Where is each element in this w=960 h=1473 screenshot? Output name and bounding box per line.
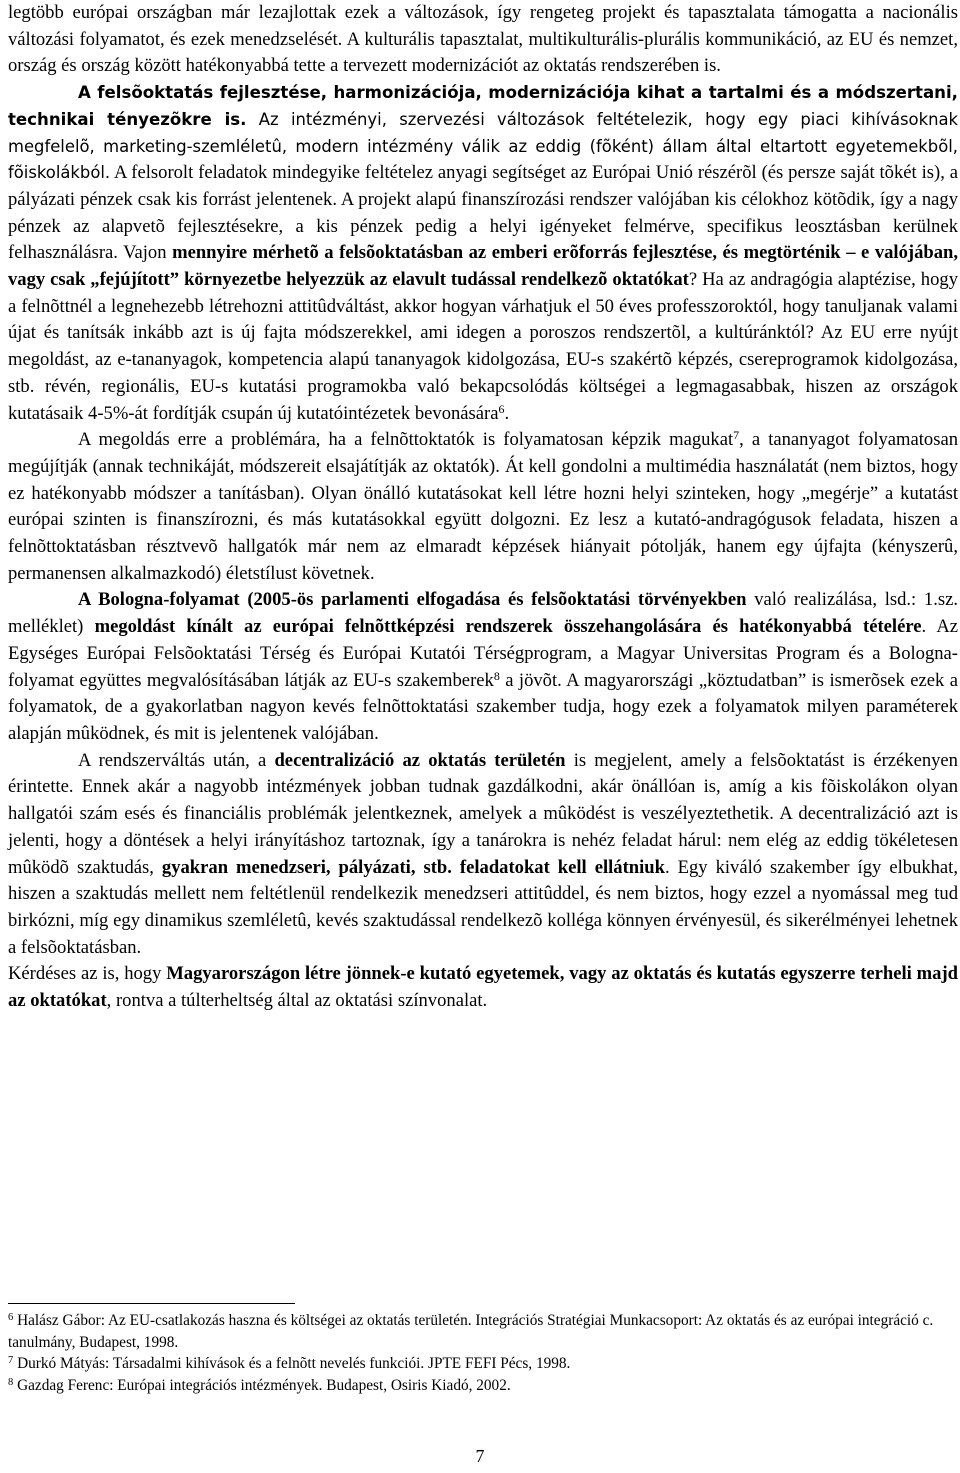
footnote-number: 8 (8, 1376, 14, 1388)
paragraph-5: A rendszerváltás után, a decentralizáció az oktatás területén is megjelent, amely a felsõoktatást is érzékenyen érintette. Ennek akár a nagyobb intézmények jobban tudnak gazdálkodni, akár önállóan is, amíg a kis fõiskolákon olyan hallgatói szám esés és financiális problémák jelentkeznek, amelyek a mûködést is veszélyeztethetik. A decentralizáció azt is jelenti, hogy a döntések a helyi irányításhoz tartoznak, így a tanárokra is nehéz feladat hárul: nem elég az eddig tökéletesen mûködõ szaktudás, gyakran menedzseri, pályázati, stb. feladatokat kell ellátniuk. Egy kiváló szakember így elbukhat, hiszen a szaktudás mellett nem feltétlenül rendelkezik menedzseri attitûddel, és nem biztos, hogy ezzel a nyomással meg tud birkózni, míg egy dinamikus szemléletû, kevés szaktudással rendelkezõ kollégа könnyen érvényesül, és sikerélményei lehetnek a felsõoktatásban. (8, 749, 958, 958)
paragraph-text: ? Ha az andragógia alaptézise, hogy a felnõttnél a legnehezebb létrehozni attitûdváltást, akkor hogyan várhatjuk el 50 éves professzoroktól, hogy tanuljanak valami újat és tanítsák inkább azt is új fajta módszerekkel, ami idegen a poroszos rendszertõl, a kultúránktól? Az EU erre nyújt megoldást, az e-tananyagok, kompetencia alapú tananyagok kidolgozása, EU-s szakértõ képzés, csereprogramok kidolgozása, stb. révén, regionális, EU-s kutatási programokba való bekapcsolódás költségei a legmagasabbak, hiszen az országok kutatásaik 4-5%-át fordítják csupán új kutatóintézetek bevonására (8, 269, 958, 424)
footnote-number: 6 (8, 1312, 14, 1323)
footnote-ref[interactable]: 8 (493, 668, 500, 683)
footnote-6: $^6$ Halász Gábor: Az EU-csatlakozás haszna és költségei az oktatás területén. Integrációs Stratégiai Munkacsoport: Az oktatás és az európai integráció c. tanulmány, Budapest, 1998. (8, 1312, 934, 1351)
footnote-8: $^8$ Gazdag Ferenc: Európai integrációs intézmények. Budapest, Osiris Kiadó, 2002. (8, 1376, 511, 1394)
footnote-ref[interactable]: 6 (498, 401, 505, 416)
paragraph-1: legtöbb európai országban már lezajlottak ezek a változások, így rengeteg projekt és tapasztalata támogatta a nacionális változási folyamatot, és ezek menedzselését. A kulturális tapasztalat, multikulturális-plurális kommunikáció, az EU és nemzet, ország és ország között hatékonyabbá tette a tervezett modernizációt az oktatás rendszerében is. (8, 2, 958, 77)
paragraph-text: A felsorolt feladatok mindegyike feltételez anyagi segítséget az Európai Unió részérõl (és persze saját tõkét is), a pályázati pénzek csak kis forrást jelentenek. A projekt alapú finanszírozási rendszer valójában kis célokhoz kötõdik, így a nagy pénzek az alapvetõ fejlesztésekre, a kis pénzek pedig a helyi igényeket felmérve, specifikus leosztásban kerülnek felhasználásra. Vajon (8, 162, 958, 264)
paragraph-text: Az intézményi, szervezési változások feltételezik, hogy egy piaci kihívásoknak megfelelõ, marketing-szemléletû, modern intézmény válik az eddig (fõként) állam által eltartott egyetemekbõl, fõiskolákból. (8, 109, 958, 183)
bold-text: A Bologna-folyamat (2005-ös parlamenti elfogadása és felsõoktatási törvényekben (78, 589, 747, 611)
footnote-ref[interactable]: 7 (733, 428, 740, 443)
page-number: 7 (475, 1446, 485, 1466)
footnotes (8, 1310, 958, 1396)
bold-text: decentralizáció az oktatás területén (274, 749, 566, 771)
paragraph-6: Kérdéses az is, hogy Magyarországon létre jönnek-e kutató egyetemek, vagy az oktatás és kutatás egyszerre terheli majd az oktatókat, rontva a túlterheltség által az oktatási színvonalat. (8, 963, 959, 1012)
bold-text: megoldást kínált az európai felnõttképzési rendszerek összehangolására és hatékonyabbá tételére (94, 616, 922, 638)
paragraph-4: A Bologna-folyamat (2005-ös parlamenti elfogadása és felsõoktatási törvényekben való realizálása, lsd.: 1.sz. melléklet) megoldást kínált az európai felnõttképzési rendszerek összehangolására és hatékonyabbá tételére. Az Egységes Európai Felsõoktatási Térség és Európai Kutatói Térségprogram, a Magyar Universitas Program és a Bologna-folyamat együttes megvalósításában látják az EU-s szakemberek$^8$ a jövõt. A magyarországi „köztudatban” is ismerõsek ezek a folyamatok, de a gyakorlatban nagyon kevés felnõttoktatási szakember tudja, hogy ezek a folyamatok milyen paraméterek alapján mûködnek, és mit is jelentenek valójában. (8, 589, 959, 744)
bold-text: gyakran menedzseri, pályázati, stb. feladatokat kell ellátniuk (161, 856, 665, 878)
bold-lead: A felsõoktatás fejlesztése, harmonizációja, modernizációja kihat a tartalmi és a módszertani, technikai tényezõkre is. (8, 83, 958, 129)
bold-text: mennyire mérhetõ a felsõoktatásban az emberi erõforrás fejlesztése, és megtörténik – e valójában, vagy csak „fejújított” környezetbe helyezzük az elavult tudással rendelkezõ oktatókat (8, 242, 958, 291)
footnote-7: $^7$ Durkó Mátyás: Társadalmi kihívások és a felnõtt nevelés funkciói. JPTE FEFI Pécs, 1998. (8, 1355, 571, 1372)
paragraph-2: A felsõoktatás fejlesztése, harmonizációja, modernizációja kihat a tartalmi és a módszertani, technikai tényezõkre is. Az intézményi, szervezési változások feltételezik, hogy egy piaci kihívásoknak megfelelõ, marketing-szemléletû, modern intézmény válik az eddig (fõként) állam által eltartott egyetemekbõl, fõiskolákból. A felsorolt feladatok mindegyike feltételez anyagi segítséget az Európai Unió részérõl (és persze saját tõkét is), a pályázati pénzek csak kis forrást jelentenek. A projekt alapú finanszírozási rendszer valójában kis célokhoz kötõdik, így a nagy pénzek az alapvetõ fejlesztésekre, a kis pénzek pedig a helyi igényeket felmérve, specifikus leosztásban kerülnek felhasználásra. Vajon mennyire mérhetõ a felsõoktatásban az emberi erõforrás fejlesztése, és megtörténik – e valójában, vagy csak „fejújított” környezetbe helyezzük az elavult tudással rendelkezõ oktatókat? Ha az andragógia alaptézise, hogy a felnõttnél a legnehezebb létrehozni attitûdváltást, akkor hogyan várhatjuk el 50 éves professzoroktól, hogy tanuljanak valami újat és tanítsák inkább azt is új fajta módszerekkel, ami idegen a poroszos rendszertõl, a kultúránktól? Az EU erre nyújt megoldást, az e-tananyagok, kompetencia alapú tananyagok kidolgozása, EU-s szakértõ képzés, csereprogramok kidolgozása, stb. révén, regionális, EU-s kutatási programokba való bekapcsolódás költségei a legmagasabbak, hiszen az országok kutatásaik 4-5%-át fordítják csupán új kutatóintézetek bevonására$^6$. (8, 83, 958, 424)
footnote-number: 7 (8, 1355, 14, 1366)
document-body (8, 0, 958, 1015)
footnote-separator (8, 1303, 295, 1304)
bold-text: Magyarországon létre jönnek-e kutató egyetemek, vagy az oktatás és kutatás egyszerre terheli majd az oktatókat (8, 963, 959, 1012)
paragraph-3: A megoldás erre a problémára, ha a felnõttoktatók is folyamatosan képzik magukat$^7$, a tananyagot folyamatosan megújítják (annak technikáját, módszereit elsajátítják az oktatók). Át kell gondolni a multimédia használatát (nem biztos, hogy ez hatékonyabb módszer a tanításban). Olyan önálló kutatásokat kell létre hozni helyi szinteken, hogy „megérje” a kutatást európai szinten is finanszírozni, és más kutatásokkal együtt dolgozni. Ez lesz a kutató-andragógusok feladata, hiszen a felnõttoktatásban résztvevõ hallgatók már nem az elmaradt képzések hiányait pótolják, hanem egy újfajta (kényszerû, permanensen alkalmazkodó) életstílust követnek. (8, 428, 959, 584)
